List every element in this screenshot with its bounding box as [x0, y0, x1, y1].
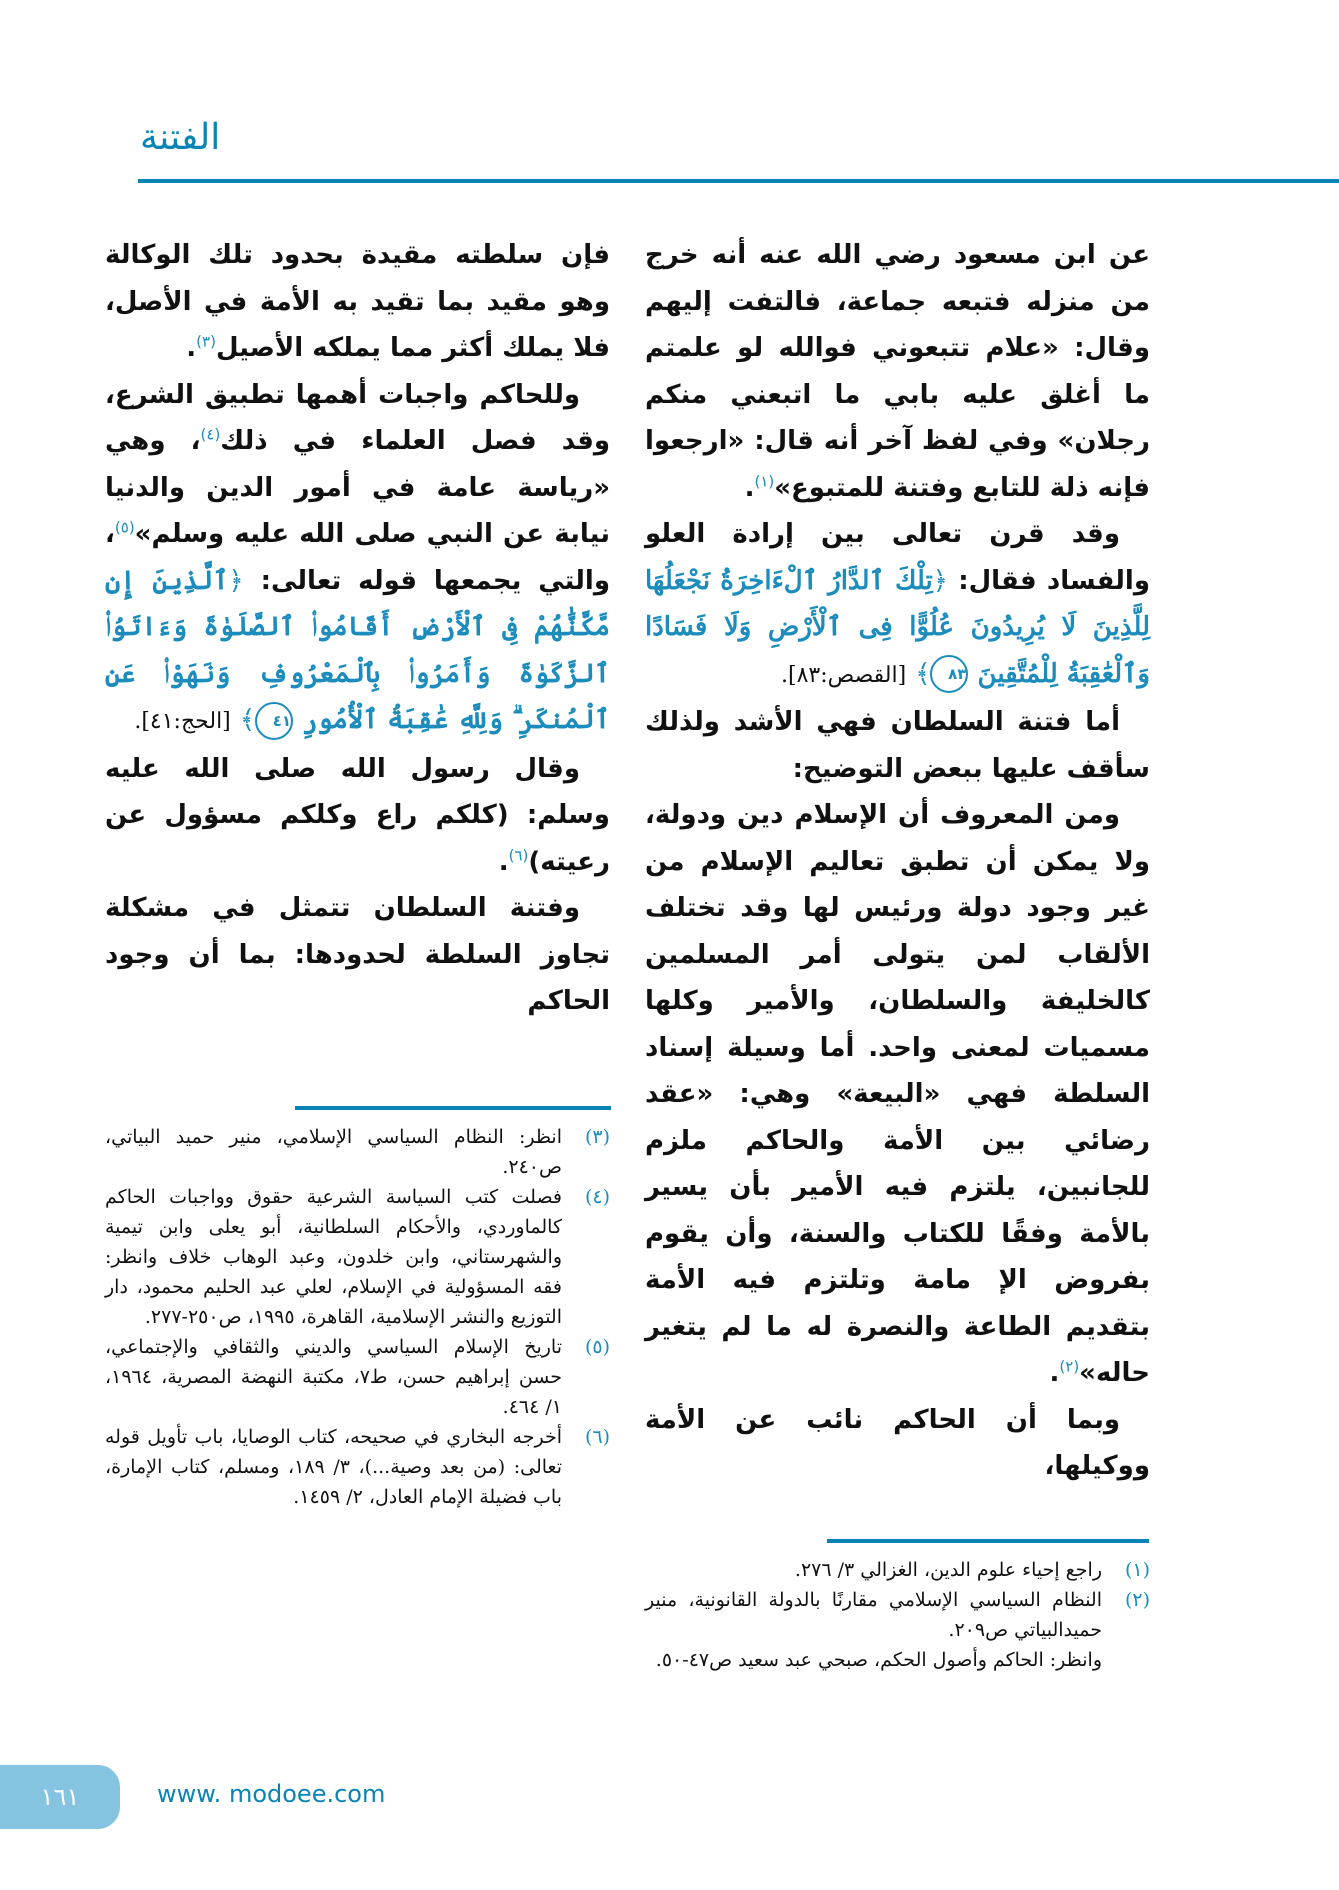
- verse-reference: [القصص:٨٣].: [780, 662, 907, 688]
- quran-verse: تِلْكَ ٱلدَّارُ ٱلْءَاخِرَةُ نَجْعَلُهَا لِلَّذِينَ لَا يُرِيدُونَ عُلُوًّا فِى ٱلْأَرْضِ وَلَا فَسَادًا وَٱلْعَٰقِبَةُ لِلْمُتَّقِينَ: [645, 565, 1150, 689]
- header-divider: [138, 179, 1339, 183]
- paragraph: [645, 792, 1150, 1397]
- footnote-number: (٤): [584, 1186, 610, 1208]
- footnotes-right: [645, 1555, 1150, 1675]
- website-link[interactable]: www. modoee.com: [157, 1780, 386, 1808]
- footnote: [105, 1122, 610, 1182]
- paragraph-text: ، والتي يجمعها قوله تعالى:: [105, 519, 610, 596]
- paragraph-text: أما فتنة السلطان فهي الأشد ولذلك سأقف عليها ببعض التوضيح:: [645, 707, 1150, 784]
- quran-close-bracket-icon: ﴾: [239, 705, 256, 735]
- footnote-ref[interactable]: (١): [754, 471, 775, 490]
- hadith-quote: (كلكم راع وكلكم مسؤول عن رعيته): [105, 800, 610, 877]
- footnote-number: (٥): [584, 1336, 610, 1358]
- paragraph: [105, 746, 610, 886]
- left-column: [105, 232, 610, 1025]
- period: .: [1049, 1358, 1060, 1388]
- paragraph-text: وبما أن الحاكم نائب عن الأمة ووكيلها،: [645, 1404, 1150, 1481]
- footnote-ref[interactable]: (٦): [508, 845, 529, 864]
- page-number-tab: [0, 1765, 120, 1829]
- paragraph: [645, 1397, 1150, 1490]
- footnote-ref[interactable]: (٥): [114, 518, 135, 537]
- page-number: ١٦١: [40, 1783, 80, 1811]
- footnote-text: أخرجه البخاري في صحيحه، كتاب الوصايا، باب تأويل قوله تعالى: (من بعد وصية...)، ٣/ ١٨٩، ومسلم، كتاب الإمارة، باب فضيلة الإمام العادل، ٢/ ١٤٥٩.: [105, 1426, 562, 1508]
- chapter-title: الفتنة: [140, 117, 221, 158]
- footnote-text: راجع إحياء علوم الدين، الغزالي ٣/ ٢٧٦.: [794, 1559, 1102, 1581]
- footnote-number: (٣): [584, 1126, 610, 1148]
- ayah-number-badge: ٤١: [255, 702, 293, 740]
- footnote-text: انظر: النظام السياسي الإسلامي، منير حميد البياتي، ص٢٤٠.: [105, 1126, 562, 1178]
- paragraph: [105, 232, 610, 372]
- paragraph-text: ومن المعروف أن الإسلام دين ودولة، ولا يمكن أن تطبق تعاليم الإسلام من غير وجود دولة ورئيس لها وقد تختلف الألقاب لمن يتولى أمر المسلمين كالخليفة والسلطان، والأمير وكلها مسميات لمعنى واحد. أما وسيلة إسناد السلطة فهي «البيعة» وهي: «عقد رضائي بين الأمة والحاكم ملزم للجانبين، يلتزم فيه الأمير بأن يسير بالأمة وفقًا للكتاب والسنة، وأن يقوم بفروض الإ مامة وتلتزم فيه الأمة بتقديم الطاعة والنصرة له ما لم يتغير حاله»: [645, 800, 1150, 1388]
- footnote-ref[interactable]: (٣): [196, 332, 216, 351]
- paragraph-text: وقال رسول الله صلى الله عليه وسلم:: [105, 753, 610, 830]
- footnote-ref[interactable]: (٤): [200, 425, 221, 444]
- paragraph-text: عن ابن مسعود رضي الله عنه أنه خرج من منزله فتبعه جماعة، فالتفت إليهم وقال: «علام تتبعوني فوالله لو علمتم ما أغلق عليه بابي ما اتبعني منكم رجلان» وفي لفظ آخر أنه قال: «ارجعوا فإنه ذلة للتابع وفتنة للمتبوع»: [645, 240, 1150, 503]
- footnote-divider: [827, 1539, 1149, 1543]
- footnote-ref[interactable]: (٢): [1059, 1357, 1080, 1376]
- footnote: [105, 1182, 610, 1332]
- footnote: [105, 1422, 610, 1512]
- period: .: [744, 472, 755, 503]
- quran-close-bracket-icon: ﴾: [915, 658, 931, 689]
- paragraph-text: فإن سلطته مقيدة بحدود تلك الوكالة وهو مقيد بما تقيد به الأمة في الأصل، فلا يملك أكثر مما يملكه الأصيل: [105, 240, 610, 363]
- paragraph: [105, 885, 610, 1025]
- period: .: [498, 846, 509, 877]
- verse-reference: [الحج:٤١].: [134, 709, 231, 734]
- footnote-number: (٢): [1124, 1589, 1150, 1611]
- period: .: [186, 333, 197, 363]
- footnote: [645, 1585, 1150, 1645]
- paragraph-text: ، وهي «رياسة عامة في أمور الدين والدنيا نيابة عن النبي صلى الله عليه وسلم»: [105, 426, 610, 549]
- footnote-text: النظام السياسي الإسلامي مقارنًا بالدولة القانونية، منير حميدالبياتي ص٢٠٩.: [645, 1589, 1102, 1641]
- paragraph: [645, 511, 1150, 699]
- ayah-number-badge: ٨٣: [930, 655, 968, 693]
- footnote-text: تاريخ الإسلام السياسي والديني والثقافي والإجتماعي، حسن إبراهيم حسن، ط٧، مكتبة النهضة المصرية، ١٩٦٤، ١/ ٤٦٤.: [105, 1336, 562, 1418]
- paragraph: [645, 232, 1150, 511]
- footnote-continuation: وانظر: الحاكم وأصول الحكم، صبحي عبد سعيد ص٤٧-٥٠.: [655, 1649, 1102, 1671]
- footnote: [105, 1332, 610, 1422]
- footnotes-left: [105, 1122, 610, 1512]
- paragraph-text: وللحاكم واجبات أهمها تطبيق الشرع، وقد فصل العلماء في ذلك: [105, 379, 611, 456]
- paragraph-text: وقد قرن تعالى بين إرادة العلو والفساد فقال:: [645, 519, 1151, 596]
- quran-open-bracket-icon: ﴿: [228, 565, 244, 596]
- footnote-divider: [295, 1106, 611, 1110]
- footnote-number: (١): [1124, 1559, 1150, 1581]
- footnote-number: (٦): [584, 1426, 610, 1448]
- quran-open-bracket-icon: ﴿: [932, 565, 948, 596]
- footnote: [645, 1555, 1150, 1585]
- paragraph: [645, 699, 1150, 792]
- right-column: [645, 232, 1150, 1490]
- paragraph-text: وفتنة السلطان تتمثل في مشكلة تجاوز السلطة لحدودها: بما أن وجود الحاكم: [105, 893, 610, 1016]
- paragraph: [105, 372, 610, 746]
- quran-verse: ٱلَّذِينَ إِن مَّكَّنَّٰهُمْ فِى ٱلْأَرْضِ أَقَامُوا۟ ٱلصَّلَوٰةَ وَءَاتَوُا۟ ٱلزَّكَوٰةَ وَأَمَرُوا۟ بِٱلْمَعْرُوفِ وَنَهَوْا۟ عَنِ ٱلْمُنكَرِ ۗ وَلِلَّهِ عَٰقِبَةُ ٱلْأُمُورِ: [105, 565, 610, 735]
- footnote-text: فصلت كتب السياسة الشرعية حقوق وواجبات الحاكم كالماوردي، والأحكام السلطانية، أبو يعلى وابن تيمية والشهرستاني، وابن خلدون، وعبد الوهاب خلاف وانظر: فقه المسؤولية في الإسلام، لعلي عبد الحليم محمود، دار التوزيع والنشر الإسلامية، القاهرة، ١٩٩٥، ص٢٥٠-٢٧٧.: [105, 1186, 562, 1328]
